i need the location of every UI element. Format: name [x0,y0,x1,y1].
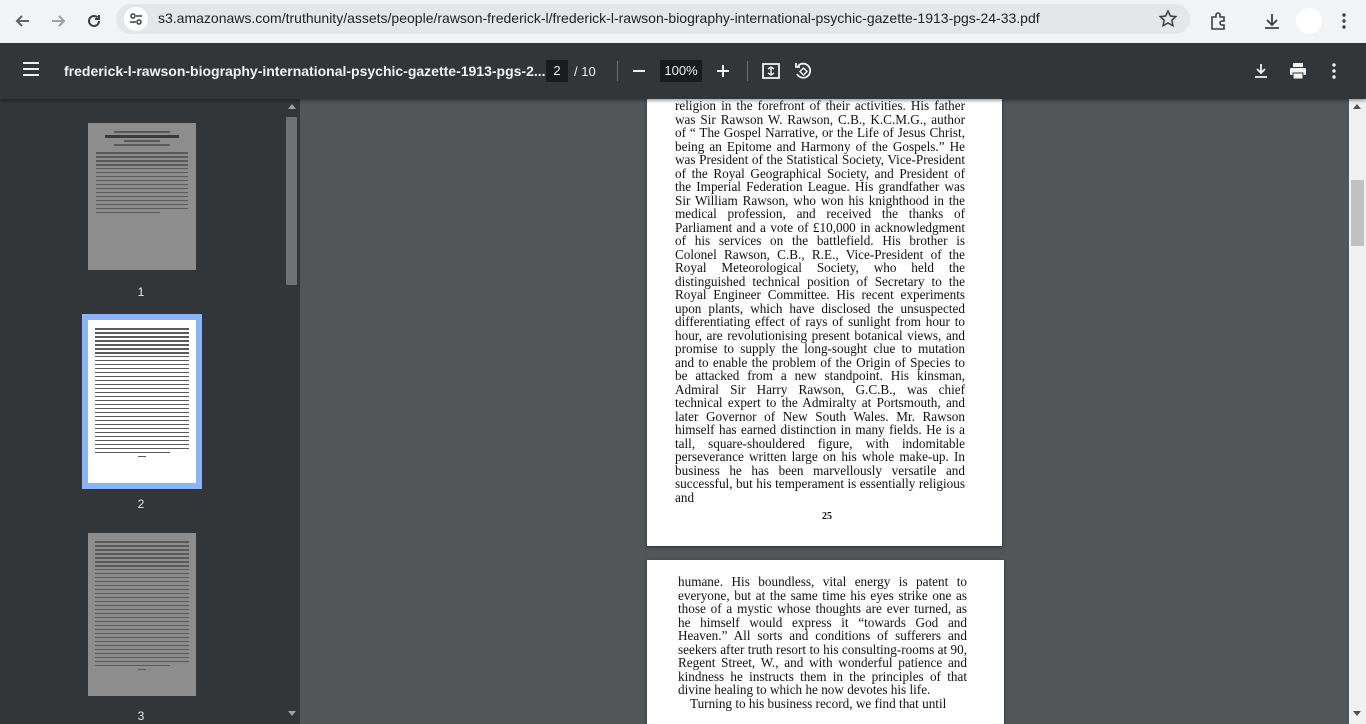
scroll-down-arrow-icon[interactable] [288,711,296,716]
divider [747,61,748,81]
site-info-icon[interactable] [124,7,148,31]
pdf-page-2 [647,99,1002,546]
document-title: frederick-l-rawson-biography-international-psychic-gazette-1913-pgs-2... [64,63,546,79]
thumbnail-page-3[interactable] [88,533,196,696]
profile-avatar[interactable] [1296,8,1322,34]
scroll-down-arrow-icon[interactable] [1353,711,1361,716]
zoom-out-button[interactable] [627,59,651,83]
minus-icon [631,63,647,79]
page-2-text: religion in the forefront of their activities. His father was Sir Rawson W. Rawson, C.B., K.C.M.G., author of “ The Gospel Narrative, or the Life of Jesus Christ, being an Epitome and Harmony of the Gospels.” He was President of the Statistical Society, Vice-President of the Royal Geographical Society, and President of the Imperial Federation League. His grandfather was Sir William Rawson, who won his knighthood in the medical profession, and received the thanks of Parliament and a vote of £10,000 in acknowledgment of his services on the battlefield. His brother is Colonel Rawson, C.B., R.E., Vice-President of the Royal Meteorological Society, who held the distinguished technical position of Secretary to the Royal Engineer Committee. His recent experiments upon plants, which have disclosed the unsuspected differentiating effect of rays of sunlight from hour to hour, are revolutionising present botanical views, and promise to supply the long-sought clue to mutation and to enable the problem of the Origin of Species to be attacked from a new standpoint. His kinsman, Admiral Sir Harry Rawson, G.C.B., was chief technical expert to the Admiralty at Portsmouth, and later Governor of New South Wales. Mr. Rawson himself has earned distinction in many fields. He is a tall, square-shouldered figure, with indomitable perseverance written large on his whole make-up. In business he has been marvellously versatile and successful, but his temperament is essentially religious and [675,99,965,505]
thumbnail-page-1[interactable] [88,123,196,270]
page-total: / 10 [574,64,596,79]
browser-menu-icon[interactable] [1332,9,1356,33]
thumbnail-page-2[interactable] [88,320,196,483]
scroll-up-arrow-icon[interactable] [1353,104,1361,109]
page-3-text-continued: Turning to his business record, we find that until [690,695,947,711]
back-arrow-icon [14,12,32,30]
sidebar-menu-icon[interactable] [21,59,43,81]
pdf-toolbar [0,43,1366,99]
download-pdf-button[interactable] [1249,59,1273,83]
browser-toolbar [0,0,1366,43]
back-button[interactable] [9,7,37,35]
thumbnail-label-3: 3 [137,709,145,723]
extensions-icon[interactable] [1206,9,1230,33]
plus-icon [715,63,731,79]
divider [617,61,618,81]
downloads-icon[interactable] [1260,9,1284,33]
zoom-input[interactable]: 100% [660,60,702,82]
fit-page-button[interactable] [759,59,783,83]
rotate-button[interactable] [791,59,815,83]
thumbnail-label-2: 2 [137,497,145,511]
page-3-text: humane. His boundless, vital energy is patent to everyone, but at the same time his eyes strike one as those of a mystic whose thoughts are ever turned, as he himself would express it “towards God and Heaven.” All sorts and conditions of sufferers and seekers after truth resort to his consulting-rooms at 90, Regent Street, W., and with wonderful patience and kindness he instructs them in the principles of that divine healing to which he now devotes his life. [678,574,967,697]
page-number-input[interactable]: 2 [546,60,568,82]
url-text[interactable]: s3.amazonaws.com/truthunity/assets/people/rawson-frederick-l/frederick-l-rawson-biography-international-psychic-gazette-1913-pgs-24-33.pdf [158,10,1040,26]
print-button[interactable] [1286,59,1310,83]
thumbnail-sidebar [0,99,284,724]
thumbnail-label-1: 1 [137,285,145,299]
zoom-in-button[interactable] [711,59,735,83]
page-number-label: 25 [822,511,832,522]
sidebar-scrollbar-thumb[interactable] [286,117,297,285]
rotate-icon [793,61,813,81]
address-bar[interactable] [116,4,1190,34]
reload-button[interactable] [80,7,108,35]
scroll-up-arrow-icon[interactable] [288,104,296,109]
fit-to-page-icon [761,61,781,81]
pdf-page-3 [647,560,1004,724]
print-icon [1288,61,1308,81]
forward-arrow-icon [49,12,67,30]
bookmark-star-icon[interactable] [1158,9,1178,29]
reload-icon [85,12,103,30]
document-scrollbar-thumb[interactable] [1351,180,1364,246]
more-actions-icon[interactable] [1322,59,1346,83]
download-icon [1252,62,1270,80]
forward-button[interactable] [44,7,72,35]
